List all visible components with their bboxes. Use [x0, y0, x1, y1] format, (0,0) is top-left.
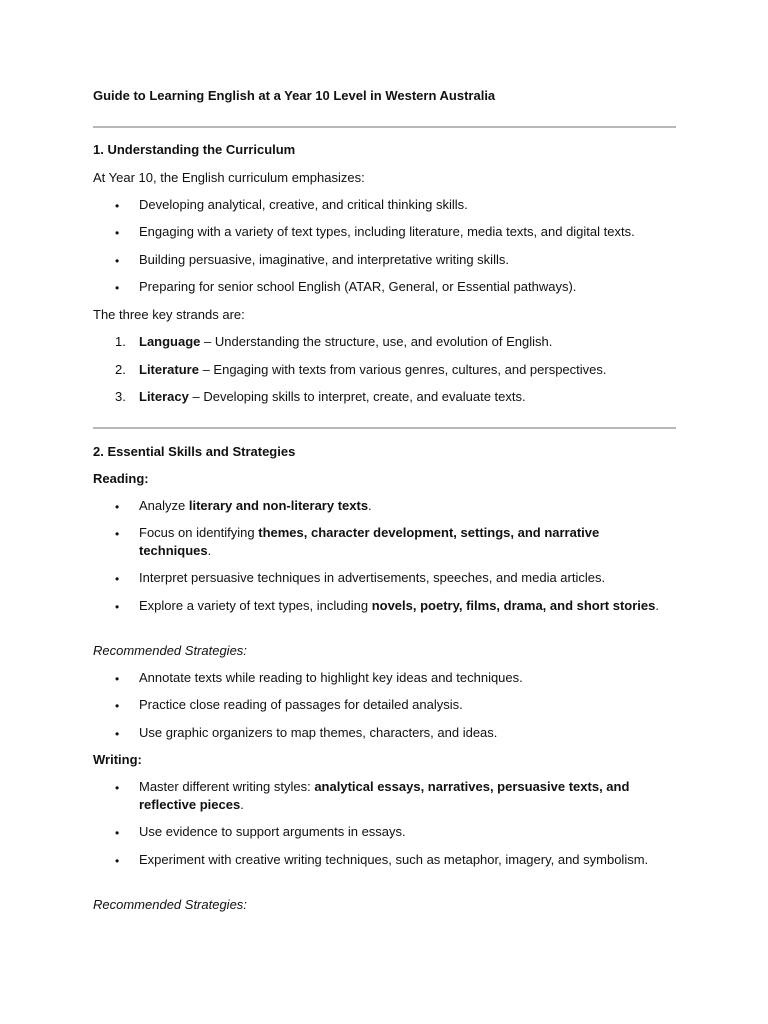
writing-bullet: Use evidence to support arguments in essays. [139, 824, 406, 839]
reading-bullet [139, 524, 659, 560]
bullet-icon: • [115, 572, 120, 586]
reading-label: Reading: [93, 471, 149, 486]
strategies-label: Recommended Strategies: [93, 643, 247, 658]
text-run: Master different writing styles: [139, 779, 315, 794]
bullet-icon: • [115, 281, 120, 295]
bullet-icon: • [115, 781, 120, 795]
reading-bullet: Interpret persuasive techniques in advertisements, speeches, and media articles. [139, 570, 606, 585]
strand-description: – Engaging with texts from various genres, cultures, and perspectives. [198, 362, 607, 377]
strand-term: Literature [139, 362, 199, 377]
strategies-label: Recommended Strategies: [93, 897, 247, 912]
curriculum-bullet: Developing analytical, creative, and critical thinking skills. [139, 197, 468, 212]
curriculum-bullet: Building persuasive, imaginative, and interpretative writing skills. [139, 252, 509, 267]
strategy-bullet: Practice close reading of passages for detailed analysis. [139, 697, 463, 712]
section-heading-skills: 2. Essential Skills and Strategies [93, 444, 296, 459]
text-run: . [655, 598, 659, 613]
strand-term: Literacy [139, 389, 189, 404]
text-run-bold: analytical essays, narratives, persuasive texts, and reflective pieces [139, 779, 630, 812]
writing-bullet [139, 778, 659, 814]
strand-description: – Developing skills to interpret, create, and evaluate texts. [188, 389, 526, 404]
divider [93, 126, 676, 128]
bullet-icon: • [115, 199, 120, 213]
strategy-bullet: Use graphic organizers to map themes, characters, and ideas. [139, 725, 498, 740]
bullet-icon: • [115, 600, 120, 614]
text-run: Analyze [139, 498, 189, 513]
bullet-icon: • [115, 527, 120, 541]
strands-intro: The three key strands are: [93, 307, 245, 322]
writing-bullet: Experiment with creative writing techniques, such as metaphor, imagery, and symbolism. [139, 852, 649, 867]
bullet-icon: • [115, 826, 120, 840]
list-number: 2. [115, 362, 126, 377]
text-run: . [240, 797, 244, 812]
strand-item [139, 333, 659, 351]
strategy-bullet: Annotate texts while reading to highlight key ideas and techniques. [139, 670, 523, 685]
list-number: 3. [115, 389, 126, 404]
bullet-icon: • [115, 500, 120, 514]
reading-bullet [139, 497, 659, 515]
bullet-icon: • [115, 699, 120, 713]
strand-description: – Understanding the structure, use, and evolution of English. [200, 334, 553, 349]
text-run: . [207, 543, 212, 558]
curriculum-intro: At Year 10, the English curriculum emphasizes: [93, 170, 365, 185]
bullet-icon: • [115, 727, 120, 741]
section-heading-curriculum: 1. Understanding the Curriculum [93, 142, 296, 157]
bullet-icon: • [115, 854, 120, 868]
strand-term: Language [139, 334, 201, 349]
text-run: Focus on identifying [139, 525, 259, 540]
text-run: Explore a variety of text types, including [139, 598, 372, 613]
text-run-bold: literary and non-literary texts [188, 498, 369, 513]
bullet-icon: • [115, 672, 120, 686]
strand-item [139, 388, 659, 406]
curriculum-bullet: Engaging with a variety of text types, including literature, media texts, and digital texts. [139, 224, 635, 239]
document-title: Guide to Learning English at a Year 10 Level in Western Australia [93, 88, 496, 103]
text-run: . [368, 498, 372, 513]
bullet-icon: • [115, 254, 120, 268]
curriculum-bullet: Preparing for senior school English (ATAR, General, or Essential pathways). [139, 279, 577, 294]
reading-bullet [139, 597, 659, 615]
strand-item [139, 361, 659, 379]
text-run-bold: themes, character development, settings, and narrative techniques [139, 525, 600, 558]
divider [93, 427, 676, 429]
list-number: 1. [115, 334, 126, 349]
bullet-icon: • [115, 226, 120, 240]
writing-label: Writing: [93, 752, 142, 767]
text-run-bold: novels, poetry, films, drama, and short stories [371, 598, 656, 613]
